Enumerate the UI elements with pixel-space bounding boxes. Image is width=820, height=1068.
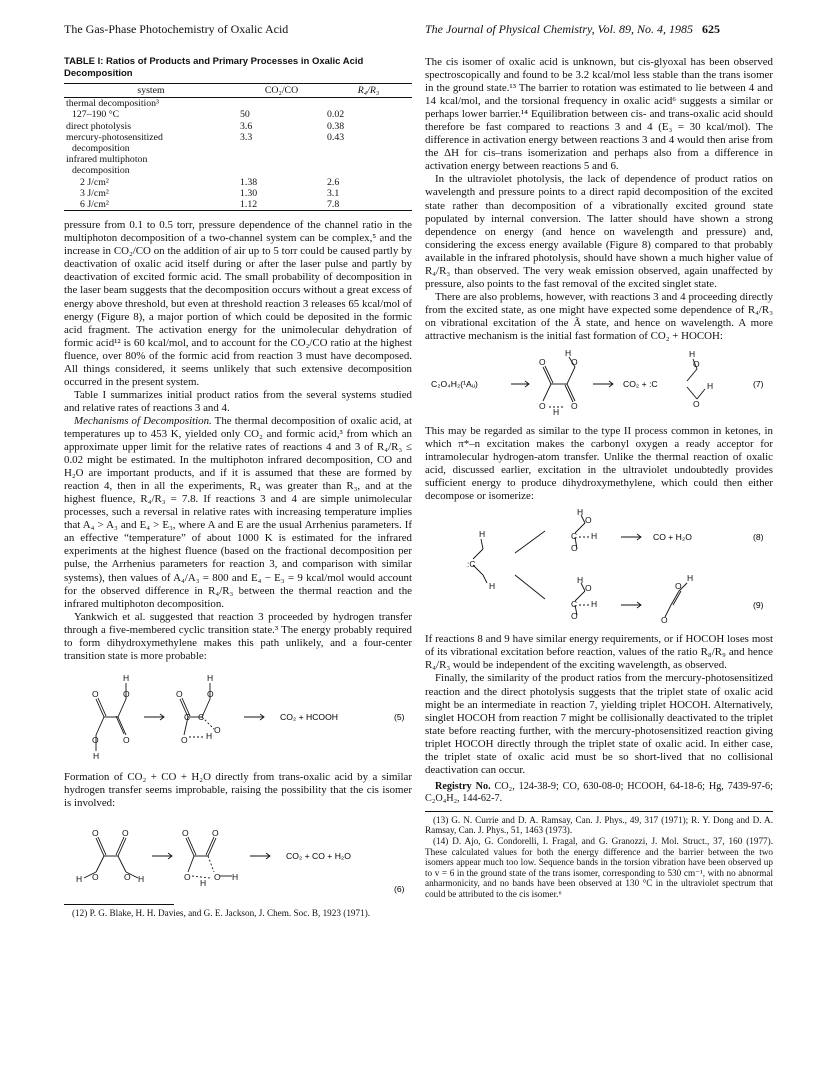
footnote-divider [64, 904, 174, 905]
products-table [64, 83, 412, 211]
equation-8-products: CO + H₂O [653, 532, 692, 543]
footnote: (14) D. Ajo, G. Condorelli, I. Fragal, and G. Granozzi, J. Mol. Struct., 37, 160 (1977). These calculated values for both the energy difference and the barrier between the two isomers appear much too low. Sequence bands in the torsion vibration have been observed up to v = 6 in the ground state of the trans isomer, corresponding to 530 cm⁻¹, with no abnormal anharmonicity, and no bands have been observed at 130 °C in the ultraviolet spectrum that could be attributed to the cis isomer.⁶ [425, 836, 773, 899]
svg-text:O: O [675, 581, 682, 592]
svg-text:O: O [693, 359, 700, 370]
svg-text:C: C [184, 711, 191, 722]
cell-ratio: 7.8 [325, 199, 412, 211]
cell-co2co: 1.12 [238, 199, 325, 211]
table-header-row [64, 84, 412, 98]
svg-text:O: O [92, 871, 99, 882]
svg-text:O: O [123, 688, 130, 699]
structure-diagram [425, 509, 773, 627]
footnote: (13) G. N. Currie and D. A. Ramsay, Can. J. Phys., 49, 317 (1971); R. Y. Dong and D. A. Ramsay, Can. J. Phys., 51, 1463 (1973). [425, 814, 773, 836]
reaction-scheme-6 [64, 816, 412, 898]
svg-text:H: H [707, 381, 714, 392]
svg-text:O: O [123, 734, 130, 745]
footnote: (12) P. G. Blake, H. H. Davies, and G. E. Jackson, J. Chem. Soc. B, 1923 (1971). [72, 907, 371, 918]
journal-citation [425, 22, 720, 37]
equation-number: (7) [753, 379, 764, 390]
svg-text:O: O [661, 615, 668, 626]
paragraph: Finally, the similarity of the product ratios from the mercury-photosensitized reaction and the direct photolysis suggests that the triplet state of oxalic acid might be an intermediate in reaction 7, yielding triplet HOCOH. Alternatively, singlet HOCOH from reaction 7 might be collisionally deactivated to the triplet state before reacting further, with the mercury-photosensitized reaction giving triplet HOCOH directly through the triplet state of oxalic acid. In either case, the triplet state of oxalic acid must be so short-lived that no collisional deactivation can occur. [425, 672, 773, 776]
svg-text:O: O [571, 611, 578, 622]
table-row [64, 154, 412, 165]
equation-number: (9) [753, 600, 764, 611]
svg-text:H: H [93, 750, 100, 761]
svg-text:O: O [182, 827, 189, 838]
svg-text:O: O [207, 688, 214, 699]
cell-co2co: 3.6 [240, 120, 253, 132]
svg-text:H: H [565, 349, 572, 359]
footnote-divider [425, 811, 773, 812]
svg-text:O: O [92, 688, 99, 699]
svg-text:O: O [585, 515, 592, 526]
registry-paragraph [425, 781, 773, 805]
cell-system: 2 J/cm² [80, 176, 109, 188]
svg-text:H: H [232, 871, 239, 882]
reaction-scheme-5 [64, 669, 412, 765]
cell-ratio [325, 98, 412, 110]
cell-ratio: 3.1 [327, 187, 340, 199]
reaction-scheme-7 [425, 349, 773, 419]
svg-text:H: H [591, 599, 598, 610]
structure-diagram [64, 816, 412, 898]
svg-text:O: O [571, 357, 578, 368]
registry-text: CO₂, 124-38-9; CO, 630-08-0; HCOOH, 64-18-6; Hg, 7439-97-6; C₂O₄H₂, 144-62-7. [425, 780, 773, 804]
svg-text:O: O [693, 399, 700, 410]
table-row [64, 109, 412, 120]
svg-text:O: O [214, 724, 221, 735]
cell-ratio [325, 165, 412, 176]
journal-name: The Journal of Physical Chemistry, Vol. 89, No. 4, 1985 [425, 22, 693, 36]
svg-text:H: H [206, 730, 213, 741]
structure-diagram [425, 349, 773, 419]
svg-text:O: O [122, 827, 129, 838]
svg-text::C: :C [467, 559, 476, 570]
svg-text:O: O [539, 401, 546, 412]
cell-co2co [238, 98, 325, 110]
svg-text:H: H [200, 877, 207, 888]
running-head: The Gas-Phase Photochemistry of Oxalic Acid [64, 22, 289, 36]
equation-number: (6) [394, 883, 405, 894]
svg-text:O: O [92, 827, 99, 838]
paragraph: pressure from 0.1 to 0.5 torr, pressure dependence of the channel ratio in the multiphoton decomposition of a two-channel system can be complex,⁵ and the increase in CO₂/CO on the addition of air up to 5 torr could be caused partly by deactivation of oxalic acid itself during or after the laser pulse and partly by deactivation of excited formic acid. The small probability of decomposition in the laser beam suggests that the decomposition occurs without a great excess of energy above threshold, but even at threshold reaction 3 releases 65 kcal/mol of energy (Figure 8), a major portion of which could be deposited in the formic acid fragment. The activation energy for the unimolecular dehydration of formic acid¹² is 60 kcal/mol, and to account for the CO₂/CO ratio at the highest fluence, over 80% of the formic acid from reaction 3 must have decomposed. All things considered, it seems unlikely that such extensive decomposition occurred in the present system. [64, 219, 412, 388]
svg-text:H: H [689, 349, 696, 360]
table-row [64, 143, 412, 154]
cell-system: 127–190 °C [72, 109, 120, 121]
cell-system: decomposition [72, 143, 130, 155]
svg-text:C: C [198, 711, 205, 722]
svg-text:O: O [181, 734, 188, 745]
equation-number: (8) [753, 532, 764, 543]
table-row [64, 177, 412, 188]
cell-system: 3 J/cm² [80, 187, 109, 199]
table-row [64, 132, 412, 143]
cell-system: direct photolysis [66, 120, 132, 132]
svg-text:H: H [489, 581, 496, 592]
cell-ratio: 0.02 [327, 109, 345, 121]
svg-text:O: O [539, 357, 546, 368]
page-number: 625 [702, 22, 720, 36]
svg-text:O: O [571, 543, 578, 554]
svg-text:O: O [214, 871, 221, 882]
svg-text:C: C [571, 599, 578, 610]
svg-text:O: O [184, 871, 191, 882]
table-row [64, 98, 412, 110]
svg-text:H: H [591, 531, 598, 542]
cell-co2co: 1.38 [240, 176, 258, 188]
cell-system: decomposition [72, 165, 130, 177]
svg-text:C: C [571, 531, 578, 542]
svg-text:H: H [577, 575, 584, 586]
paragraph: There are also problems, however, with reactions 3 and 4 proceeding directly from the excited state, as one might have expected some dependence of R₄/R₃ on vibrational excitation of the Ã state, and hence on wavelength. A more attractive mechanism is the initial fast formation of CO₂ + HOCOH: [425, 290, 773, 342]
paragraph [64, 415, 412, 611]
svg-text:H: H [479, 529, 486, 540]
section-heading: Mechanisms of Decomposition. [74, 414, 212, 427]
table-row [64, 165, 412, 176]
svg-text:O: O [176, 688, 183, 699]
cell-co2co: 1.30 [240, 187, 258, 199]
svg-text:H: H [76, 873, 83, 884]
registry-heading: Registry No. [435, 780, 491, 792]
table-row [64, 121, 412, 132]
svg-text:H: H [687, 573, 694, 584]
table-title: TABLE I: Ratios of Products and Primary Processes in Oxalic Acid Decomposition [64, 56, 364, 79]
cell-ratio [325, 154, 412, 165]
cell-co2co: 3.3 [240, 131, 253, 143]
paragraph: This may be regarded as similar to the type II process common in ketones, in which π*–n excitation makes the carbonyl oxygen a ready acceptor for intramolecular hydrogen-atom transfer. Unlike the thermal reaction of oxalic acid, discussed earlier, excitation in the ultraviolet undoubtedly provides sufficient energy to produce dihydroxymethylene, which could then either decompose or isomerize: [425, 425, 773, 503]
right-column [425, 56, 773, 900]
cell-system: mercury-photosensitized [66, 131, 163, 143]
svg-text:H: H [123, 672, 130, 683]
cell-ratio: 2.6 [327, 176, 340, 188]
svg-text:H: H [207, 672, 214, 683]
svg-text:O: O [212, 827, 219, 838]
cell-ratio: 0.38 [327, 120, 345, 132]
equation-6-products: CO₂ + CO + H₂O [286, 850, 351, 861]
table-row [64, 188, 412, 199]
svg-text:O: O [585, 583, 592, 594]
paragraph: Formation of CO₂ + CO + H₂O directly from trans-oxalic acid by a similar hydrogen transfer seems improbable, raising the possibility that the cis isomer is involved: [64, 770, 412, 809]
cell-ratio [325, 143, 412, 154]
svg-text:H: H [577, 509, 584, 518]
col-header-co2co: CO₂/CO [238, 84, 325, 98]
equation-7-products: CO₂ + :C [623, 379, 658, 390]
left-column [64, 56, 412, 919]
svg-text:O: O [92, 734, 99, 745]
paragraph: If reactions 8 and 9 have similar energy requirements, or if HOCOH loses most of its vibrational excitation before reaction, values of the ratio R₈/R₉ and hence R₄/R₃ would be independent of the exciting wavelength, as observed. [425, 633, 773, 672]
paragraph: In the ultraviolet photolysis, the lack of dependence of product ratios on wavelength and pressure points to a direct rapid decomposition of the excited state rather than decomposition of a vibrationally excited ground state populated by internal conversion. The latter should have shown a strong dependence on energy (and hence on wavelength and pressure) and, considering the excess energy available (Figure 8) compared to that probably available in the infrared photolysis, should have shown a much higher value of R₄/R₃ than observed. The very weak emission observed, again unaffected by pressure, also points to the fast removal of the excited singlet state. [425, 173, 773, 290]
svg-text:H: H [553, 407, 560, 418]
cell-co2co: 50 [240, 109, 250, 121]
equation-7-reactant: C₂O₄H₂(¹Aᵤ) [431, 379, 478, 390]
equation-number: (5) [394, 711, 405, 722]
cell-co2co [238, 154, 325, 165]
reaction-scheme-8-9 [425, 509, 773, 627]
cell-co2co [238, 165, 325, 176]
paragraph: Table I summarizes initial product ratios from the several systems studied and relative rates of reactions 3 and 4. [64, 388, 412, 414]
col-header-system: system [64, 84, 238, 98]
svg-text:O: O [124, 871, 131, 882]
cell-ratio: 0.43 [327, 131, 345, 143]
cell-system: thermal decomposition³ [66, 98, 159, 110]
paragraph: Yankwich et al. suggested that reaction 3 proceeded by hydrogen transfer through a five-membered cyclic transition state.³ The energy probably required to form dihydroxymethylene makes this path unlikely, and a four-center transition state is more probable: [64, 610, 412, 662]
col-header-ratio: R₄/R₃ [325, 84, 412, 98]
paragraph: The cis isomer of oxalic acid is unknown, but cis-glyoxal has been observed spectroscopically and found to be 3.2 kcal/mol less stable than the trans isomer in the ground state.¹³ The barrier to rotation was estimated to lie between 4 and 14 kcal/mol, and the torsional frequency in oxalic acid⁶ suggests a similar or perhaps lower barrier.¹⁴ Equilibration between cis- and trans-oxalic acid should therefore be fast compared to reactions 3 and 4 (E₃ = 30 kcal/mol). The difference in activation energy between reactions 3 and 4 would then arise from the ΔH for cis–trans isomerization and perhaps also from a difference in activation energy between reactions 5 and 6. [425, 56, 773, 173]
cell-system: 6 J/cm² [64, 199, 238, 211]
cell-system: infrared multiphoton [66, 154, 148, 166]
table-row [64, 199, 412, 211]
svg-text:O: O [571, 401, 578, 412]
paragraph-text: The thermal decomposition of oxalic acid, at temperatures up to 453 K, yielded only CO₂ and formic acid,³ from which an approximate upper limit for the relative rates of reactions 4 and 3 of R₄/R₃ ≤ 0.02 might be estimated. In the multiphoton infrared decomposition, CO and H₂O are important products, and if it is assumed that these are formed by reaction 4, then in all the experiments, R₄ was greater than R₃, and at the highest fluence, R₄/R₃ = 7.8. If reactions 3 and 4 are simple unimolecular processes, such a reversal in relative rates with increasing temperature implies that A₄ > A₃ and E₄ > E₃, where A and E are the usual Arrhenius parameters. If an effective “temperature” of about 1000 K is estimated for the infrared experiments at the highest fluence (based on the fractional decomposition per pulse, the Arrhenius parameters for reaction 3, and comparison with similar systems), then values of A₄/A₃ = 800 and E₄ − E₃ = 9 kcal/mol would account for the observed difference in R₄/R₃ between the thermal reaction and the infrared multiphoton decomposition. [64, 414, 412, 610]
equation-5-products: CO₂ + HCOOH [280, 711, 339, 722]
cell-co2co [238, 143, 325, 154]
svg-text:H: H [138, 873, 145, 884]
structure-diagram [64, 669, 412, 765]
